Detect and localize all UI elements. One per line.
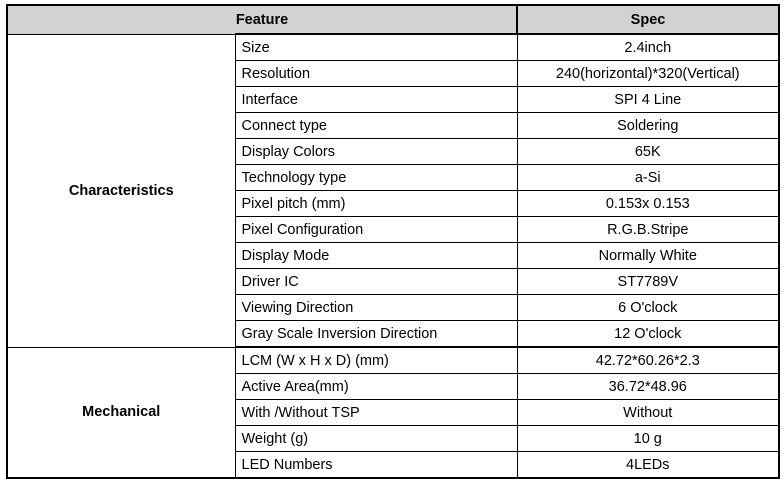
- feature-label: LED Numbers: [235, 452, 517, 479]
- feature-label: Pixel Configuration: [235, 217, 517, 243]
- spec-value: Soldering: [517, 113, 779, 139]
- table-row: [7, 34, 779, 61]
- feature-label: Viewing Direction: [235, 295, 517, 321]
- spec-value: 10 g: [517, 426, 779, 452]
- spec-value: 42.72*60.26*2.3: [517, 347, 779, 374]
- feature-label: Interface: [235, 87, 517, 113]
- group-label-characteristics: Characteristics: [7, 34, 235, 347]
- spec-value: Without: [517, 400, 779, 426]
- spec-value: ST7789V: [517, 269, 779, 295]
- table-row: [7, 347, 779, 374]
- table-body: [7, 34, 779, 478]
- spec-value: 0.153x 0.153: [517, 191, 779, 217]
- feature-label: Size: [235, 34, 517, 61]
- feature-label: LCM (W x H x D) (mm): [235, 347, 517, 374]
- column-header-feature: Feature: [7, 5, 517, 34]
- spec-value: R.G.B.Stripe: [517, 217, 779, 243]
- table-header: [7, 5, 779, 34]
- feature-label: Gray Scale Inversion Direction: [235, 321, 517, 348]
- spec-value: 2.4inch: [517, 34, 779, 61]
- spec-value: Normally White: [517, 243, 779, 269]
- feature-label: Resolution: [235, 61, 517, 87]
- feature-label: Active Area(mm): [235, 374, 517, 400]
- spec-value: 4LEDs: [517, 452, 779, 479]
- feature-label: Display Mode: [235, 243, 517, 269]
- spec-value: 12 O'clock: [517, 321, 779, 348]
- table-header-row: [7, 5, 779, 34]
- group-label-mechanical: Mechanical: [7, 347, 235, 478]
- spec-value: SPI 4 Line: [517, 87, 779, 113]
- feature-label: Driver IC: [235, 269, 517, 295]
- spec-value: 6 O'clock: [517, 295, 779, 321]
- spec-value: 65K: [517, 139, 779, 165]
- feature-label: Pixel pitch (mm): [235, 191, 517, 217]
- specification-table: [6, 4, 780, 479]
- feature-label: Weight (g): [235, 426, 517, 452]
- feature-label: With /Without TSP: [235, 400, 517, 426]
- spec-value: a-Si: [517, 165, 779, 191]
- spec-value: 36.72*48.96: [517, 374, 779, 400]
- spec-value: 240(horizontal)*320(Vertical): [517, 61, 779, 87]
- feature-label: Technology type: [235, 165, 517, 191]
- feature-label: Display Colors: [235, 139, 517, 165]
- feature-label: Connect type: [235, 113, 517, 139]
- column-header-spec: Spec: [517, 5, 779, 34]
